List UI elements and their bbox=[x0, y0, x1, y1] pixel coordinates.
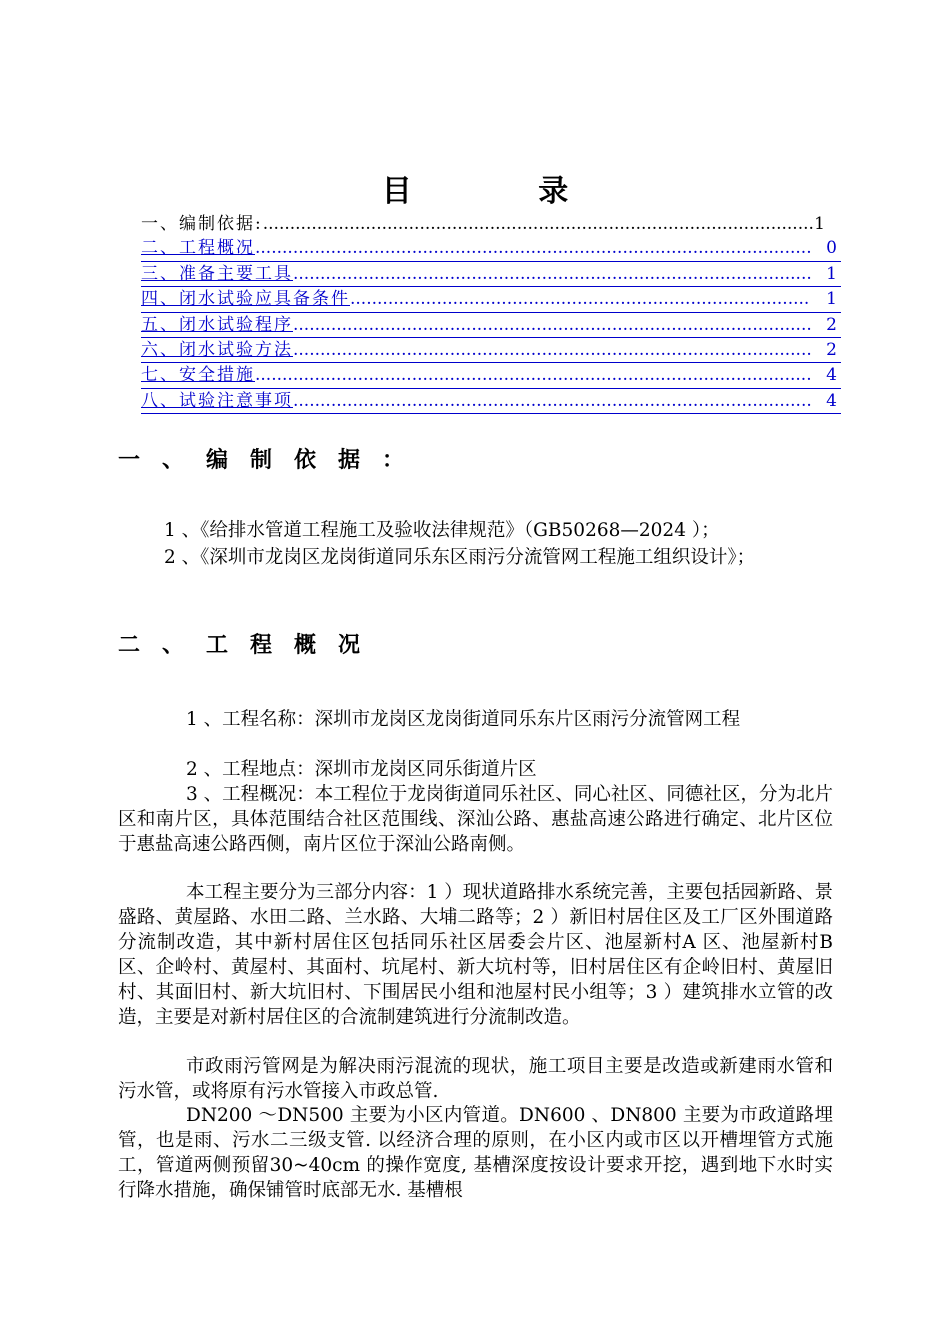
overview-project-name: 1 、工程名称：深圳市龙岗区龙岗街道同乐东片区雨污分流管网工程 bbox=[186, 709, 741, 730]
toc-item-2[interactable] bbox=[141, 236, 841, 261]
toc-item-label: 八、试验注意事项 bbox=[141, 390, 293, 411]
toc-item-page: 1 bbox=[826, 263, 837, 284]
toc-item-label: 四、闭水试验应具备条件 bbox=[141, 289, 350, 310]
toc-leader-dots bbox=[263, 212, 813, 236]
section-heading-basis: 一、编制依据： bbox=[118, 448, 427, 473]
section-heading-overview: 二、工程概况 bbox=[118, 633, 383, 658]
overview-pipe-specs: DN200 ～DN500 主要为小区内管道。DN600 、DN800 主要为市政道路埋管，也是雨、污水二三级支管. 以经济合理的原则，在小区内或市区以开槽埋管方式施工，管道两侧预留30~40cm 的操作宽度, 基槽深度按设计要求开挖，遇到地下水时实行降水措施，确保铺管时底部无水. 基槽根 bbox=[118, 1105, 833, 1201]
overview-municipal-network: 市政雨污管网是为解决雨污混流的现状，施工项目主要是改造或新建雨水管和污水管，或将原有污水管接入市政总管. bbox=[118, 1056, 833, 1102]
basis-item-2: 2 、《深圳市龙岗区龙岗街道同乐东区雨污分流管网工程施工组织设计》； bbox=[164, 547, 756, 568]
toc-item-6[interactable] bbox=[141, 338, 841, 363]
toc-item-label: 七、安全措施 bbox=[141, 365, 255, 386]
toc-item-label: 二、工程概况 bbox=[141, 238, 255, 259]
toc-item-page: 1 bbox=[826, 289, 837, 310]
toc-item-page: 4 bbox=[826, 365, 837, 386]
toc-leader-dots bbox=[293, 262, 811, 286]
toc-item-page: 1 bbox=[814, 214, 825, 234]
toc-item-page: 0 bbox=[826, 238, 837, 259]
toc-leader-dots bbox=[293, 389, 811, 413]
toc-item-page: 2 bbox=[826, 339, 837, 360]
toc-item-label: 一、编制依据: bbox=[141, 214, 263, 234]
overview-project-location: 2 、工程地点：深圳市龙岗区同乐街道片区 bbox=[186, 759, 537, 780]
toc-leader-dots bbox=[293, 338, 811, 362]
toc-item-8[interactable] bbox=[141, 389, 841, 414]
toc-item-7[interactable] bbox=[141, 363, 841, 388]
toc-leader-dots bbox=[255, 236, 811, 260]
toc-leader-dots bbox=[350, 287, 811, 311]
toc-leader-dots bbox=[255, 363, 811, 387]
toc-title: 目 录 bbox=[381, 174, 627, 209]
toc-leader-dots bbox=[293, 313, 811, 337]
toc-item-4[interactable] bbox=[141, 287, 841, 312]
toc-item-page: 4 bbox=[826, 390, 837, 411]
toc-item-label: 六、闭水试验方法 bbox=[141, 339, 293, 360]
overview-project-summary: 3 、工程概况：本工程位于龙岗街道同乐社区、同心社区、同德社区，分为北片区和南片区，具体范围结合社区范围线、深汕公路、惠盐高速公路进行确定、北片区位于惠盐高速公路西侧，南片区位于深汕公路南侧。 bbox=[118, 784, 833, 855]
table-of-contents bbox=[141, 212, 841, 414]
toc-item-1[interactable] bbox=[141, 212, 841, 236]
toc-item-3[interactable] bbox=[141, 262, 841, 287]
overview-scope: 本工程主要分为三部分内容：1 ）现状道路排水系统完善，主要包括园新路、景盛路、黄屋路、水田二路、兰水路、大埔二路等；2 ）新旧村居住区及工厂区外围道路分流制改造，其中新村居住区包括同乐社区居委会片区、池屋新村A 区、池屋新村B 区、企岭村、黄屋村、其面村、坑尾村、新大坑村等，旧村居住区有企岭旧村、黄屋旧村、其面旧村、新大坑旧村、下围居民小组和池屋村民小组等；3 ）建筑排水立管的改造，主要是对新村居住区的合流制建筑进行分流制改造。 bbox=[118, 882, 833, 1028]
toc-item-page: 2 bbox=[826, 314, 837, 335]
toc-item-label: 三、准备主要工具 bbox=[141, 263, 293, 284]
toc-item-label: 五、闭水试验程序 bbox=[141, 314, 293, 335]
basis-item-1: 1 、《给排水管道工程施工及验收法律规范》（GB50268—2024 ）； bbox=[164, 520, 720, 541]
toc-item-5[interactable] bbox=[141, 313, 841, 338]
